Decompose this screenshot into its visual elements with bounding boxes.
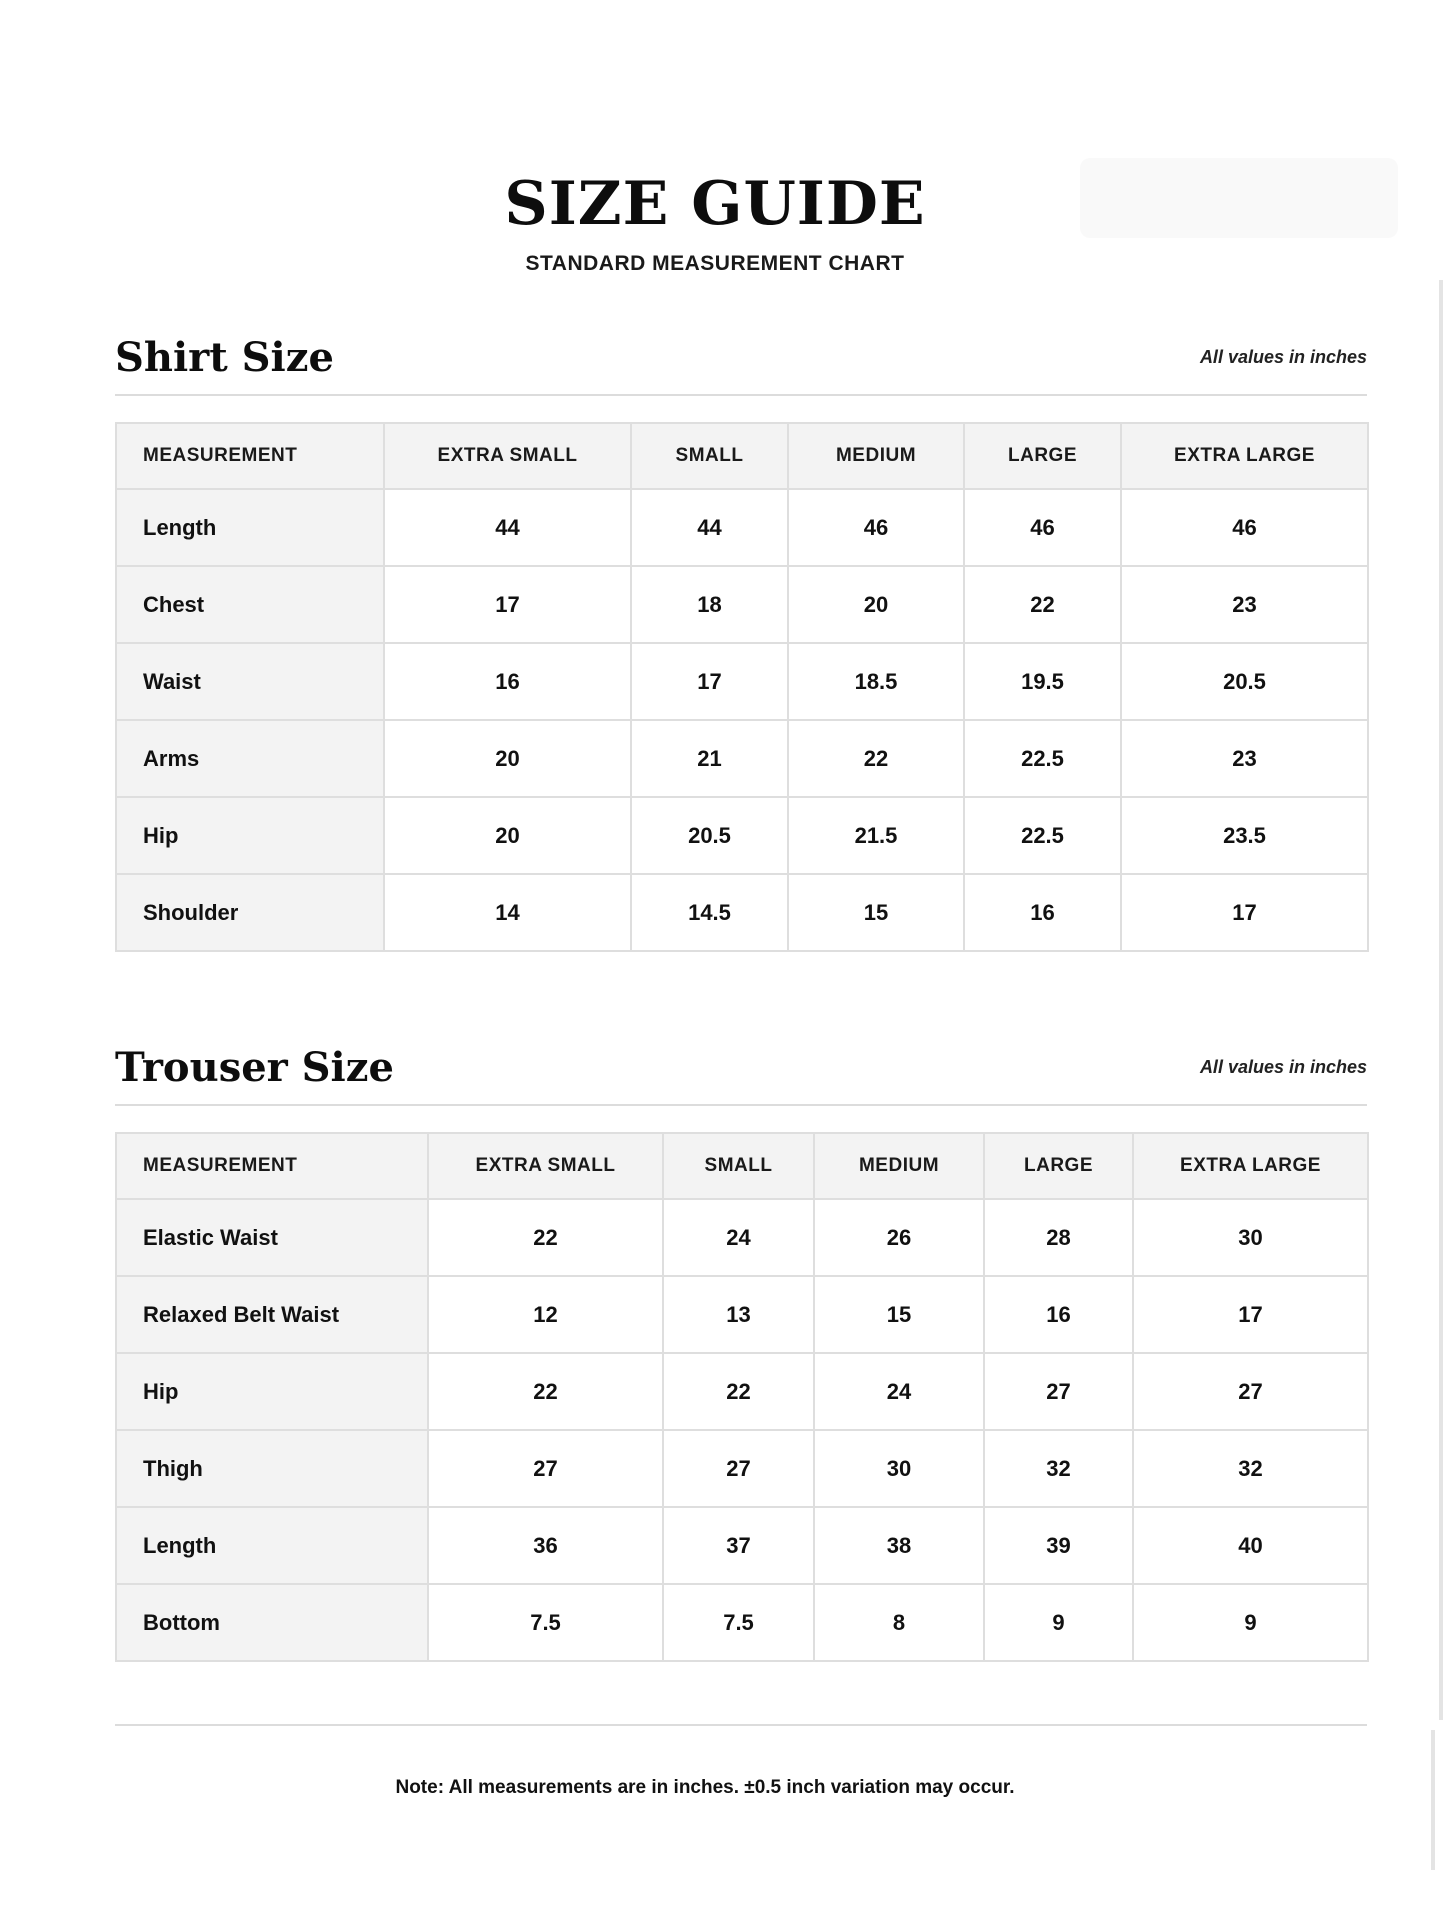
size-value-cell: 44 [631, 489, 788, 566]
page-title: SIZE GUIDE [504, 169, 926, 239]
size-value-cell: 17 [1133, 1276, 1368, 1353]
size-value-cell: 16 [384, 643, 631, 720]
column-header-size: EXTRA SMALL [428, 1133, 663, 1199]
shirt-units-note: All values in inches [1199, 347, 1367, 367]
shirt-section-title: Shirt Size [115, 334, 334, 381]
size-value-cell: 46 [964, 489, 1121, 566]
size-value-cell: 15 [814, 1276, 984, 1353]
size-value-cell: 30 [814, 1430, 984, 1507]
measurement-label: Length [116, 489, 384, 566]
column-header-measurement: MEASUREMENT [116, 1133, 428, 1199]
size-value-cell: 23.5 [1121, 797, 1368, 874]
size-value-cell: 22 [428, 1199, 663, 1276]
measurement-label: Hip [116, 797, 384, 874]
measurement-label: Length [116, 1507, 428, 1584]
size-value-cell: 23 [1121, 566, 1368, 643]
size-value-cell: 46 [788, 489, 964, 566]
column-header-size: SMALL [631, 423, 788, 489]
size-value-cell: 37 [663, 1507, 814, 1584]
size-value-cell: 27 [1133, 1353, 1368, 1430]
table-row [116, 797, 1368, 874]
trouser-units-note: All values in inches [1199, 1057, 1367, 1077]
size-value-cell: 38 [814, 1507, 984, 1584]
measurement-label: Hip [116, 1353, 428, 1430]
table-row [116, 1199, 1368, 1276]
table-row [116, 566, 1368, 643]
footer-note: Note: All measurements are in inches. ±0.5 inch variation may occur. [395, 1777, 1015, 1798]
size-value-cell: 32 [984, 1430, 1133, 1507]
size-value-cell: 24 [814, 1353, 984, 1430]
size-value-cell: 14 [384, 874, 631, 951]
size-value-cell: 27 [428, 1430, 663, 1507]
table-row [116, 643, 1368, 720]
size-value-cell: 22 [788, 720, 964, 797]
size-value-cell: 28 [984, 1199, 1133, 1276]
column-header-size: EXTRA LARGE [1133, 1133, 1368, 1199]
size-value-cell: 24 [663, 1199, 814, 1276]
size-value-cell: 14.5 [631, 874, 788, 951]
column-header-size: LARGE [984, 1133, 1133, 1199]
table-row [116, 1584, 1368, 1661]
measurement-label: Thigh [116, 1430, 428, 1507]
shirt-section-header [115, 334, 1367, 396]
measurement-label: Waist [116, 643, 384, 720]
column-header-size: MEDIUM [788, 423, 964, 489]
size-value-cell: 17 [631, 643, 788, 720]
size-value-cell: 26 [814, 1199, 984, 1276]
trouser-section-header [115, 1044, 1367, 1106]
table-row [116, 1353, 1368, 1430]
size-value-cell: 22.5 [964, 797, 1121, 874]
size-value-cell: 16 [984, 1276, 1133, 1353]
table-row [116, 874, 1368, 951]
size-value-cell: 17 [384, 566, 631, 643]
measurement-label: Chest [116, 566, 384, 643]
measurement-label: Elastic Waist [116, 1199, 428, 1276]
size-value-cell: 12 [428, 1276, 663, 1353]
table-header-row [116, 423, 1368, 489]
size-value-cell: 7.5 [428, 1584, 663, 1661]
size-value-cell: 23 [1121, 720, 1368, 797]
footer-divider [115, 1724, 1367, 1726]
measurement-label: Arms [116, 720, 384, 797]
size-value-cell: 27 [984, 1353, 1133, 1430]
size-value-cell: 20.5 [631, 797, 788, 874]
size-value-cell: 30 [1133, 1199, 1368, 1276]
size-value-cell: 21 [631, 720, 788, 797]
trouser-size-section [115, 1044, 1367, 1662]
table-row [116, 720, 1368, 797]
size-value-cell: 16 [964, 874, 1121, 951]
size-value-cell: 20 [384, 720, 631, 797]
size-value-cell: 36 [428, 1507, 663, 1584]
size-value-cell: 17 [1121, 874, 1368, 951]
measurement-label: Relaxed Belt Waist [116, 1276, 428, 1353]
size-value-cell: 46 [1121, 489, 1368, 566]
shirt-size-table [115, 422, 1369, 952]
table-row [116, 489, 1368, 566]
size-value-cell: 20 [384, 797, 631, 874]
column-header-measurement: MEASUREMENT [116, 423, 384, 489]
measurement-label: Bottom [116, 1584, 428, 1661]
size-value-cell: 18 [631, 566, 788, 643]
size-value-cell: 19.5 [964, 643, 1121, 720]
size-value-cell: 20.5 [1121, 643, 1368, 720]
measurement-label: Shoulder [116, 874, 384, 951]
size-value-cell: 22 [428, 1353, 663, 1430]
trouser-section-title: Trouser Size [115, 1044, 394, 1091]
shirt-size-section [115, 334, 1367, 952]
size-value-cell: 27 [663, 1430, 814, 1507]
size-value-cell: 20 [788, 566, 964, 643]
size-value-cell: 13 [663, 1276, 814, 1353]
column-header-size: MEDIUM [814, 1133, 984, 1199]
table-row [116, 1507, 1368, 1584]
size-value-cell: 18.5 [788, 643, 964, 720]
page-subtitle: STANDARD MEASUREMENT CHART [525, 252, 905, 275]
size-value-cell: 22 [964, 566, 1121, 643]
table-row [116, 1276, 1368, 1353]
size-value-cell: 44 [384, 489, 631, 566]
size-value-cell: 39 [984, 1507, 1133, 1584]
page-edge-shadow [1439, 280, 1443, 1720]
size-value-cell: 22 [663, 1353, 814, 1430]
size-value-cell: 32 [1133, 1430, 1368, 1507]
size-value-cell: 15 [788, 874, 964, 951]
column-header-size: SMALL [663, 1133, 814, 1199]
size-value-cell: 22.5 [964, 720, 1121, 797]
size-value-cell: 7.5 [663, 1584, 814, 1661]
size-value-cell: 40 [1133, 1507, 1368, 1584]
column-header-size: LARGE [964, 423, 1121, 489]
page-header [0, 168, 1430, 276]
table-row [116, 1430, 1368, 1507]
column-header-size: EXTRA SMALL [384, 423, 631, 489]
size-value-cell: 9 [1133, 1584, 1368, 1661]
size-value-cell: 9 [984, 1584, 1133, 1661]
page-edge-shadow-lower [1431, 1730, 1435, 1870]
size-value-cell: 21.5 [788, 797, 964, 874]
size-value-cell: 8 [814, 1584, 984, 1661]
table-header-row [116, 1133, 1368, 1199]
trouser-size-table [115, 1132, 1369, 1662]
column-header-size: EXTRA LARGE [1121, 423, 1368, 489]
